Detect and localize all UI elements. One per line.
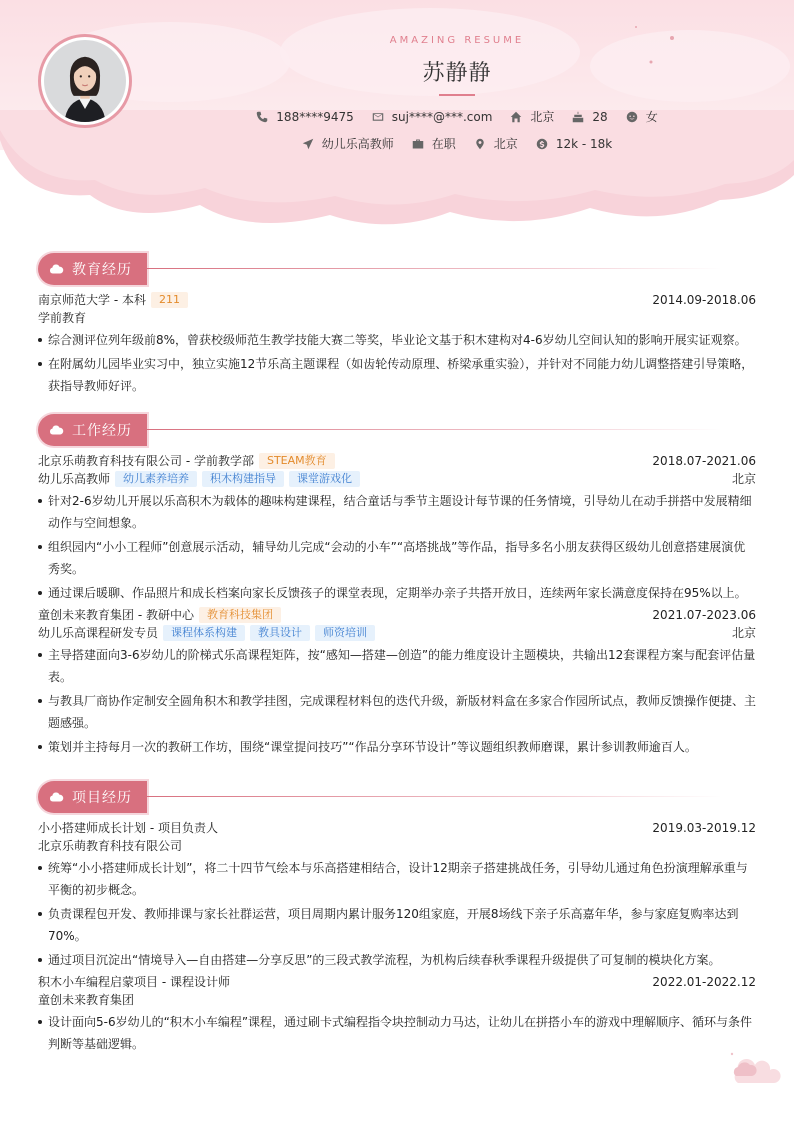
work-section xyxy=(38,414,756,760)
list-item: 通过课后暖聊、作品照片和成长档案向家长反馈孩子的课堂表现，定期举办亲子共搭开放日，连续两年家长满意度保持在95%以上。 xyxy=(38,582,756,604)
salary-text: 12k - 18k xyxy=(555,136,613,151)
list-item: 针对2-6岁幼儿开展以乐高积木为载体的趣味构建课程，结合童话与季节主题设计每节课的任务情境，引导幼儿在动手拼搭中发展精细动作与空间想象。 xyxy=(38,490,756,534)
home-icon xyxy=(510,111,522,123)
project-entry xyxy=(38,973,756,1055)
project-name: 积木小车编程启蒙项目 - 课程设计师 xyxy=(38,975,230,989)
school-name: 南京师范大学 - 本科 xyxy=(38,293,146,307)
salary-icon xyxy=(536,138,548,150)
section-header xyxy=(38,253,756,285)
age-text: 28 xyxy=(592,109,608,124)
section-header xyxy=(38,781,756,813)
project-entry xyxy=(38,819,756,971)
cloud-icon xyxy=(49,424,64,436)
project-org: 童创未来教育集团 xyxy=(38,993,135,1007)
cloud-icon xyxy=(49,263,64,275)
phone-text: 188****9475 xyxy=(276,109,354,124)
candidate-name: 苏静静 xyxy=(422,61,492,86)
skill-tag: 幼儿素养培养 xyxy=(115,471,197,487)
list-item: 策划并主持每月一次的教研工作坊，围绕“课堂提问技巧”“作品分享环节设计”等议题组织教师磨课，累计参训教师逾百人。 xyxy=(38,736,756,758)
company-name: 北京乐萌教育科技有限公司 - 学前教学部 xyxy=(38,454,254,468)
mail-icon xyxy=(372,111,384,123)
target-city-text: 北京 xyxy=(493,137,518,151)
major: 学前教育 xyxy=(38,311,87,325)
residence-text: 北京 xyxy=(530,110,555,124)
section-title: 项目经历 xyxy=(72,790,132,806)
job-status-text: 在职 xyxy=(431,137,456,151)
contact-row xyxy=(0,108,794,125)
project-bullets xyxy=(38,1011,756,1055)
list-item: 与教具厂商协作定制安全圆角积木和教学挂图，完成课程材料包的迭代升级，新版材料盒在多家合作园所试点，教师反馈操作便捷、主题感强。 xyxy=(38,690,756,734)
gender-text: 女 xyxy=(645,110,658,124)
company-name: 童创未来教育集团 - 教研中心 xyxy=(38,608,194,622)
phone-item xyxy=(256,110,353,124)
education-bullets xyxy=(38,329,756,397)
skill-tag: 教具设计 xyxy=(250,625,310,641)
location-icon xyxy=(474,138,486,150)
project-name: 小小搭建师成长计划 - 项目负责人 xyxy=(38,821,218,835)
work-date: 2018.07-2021.06 xyxy=(652,454,756,468)
briefcase-icon xyxy=(412,138,424,150)
decorative-cloud-icon xyxy=(728,1050,786,1090)
resume-header xyxy=(0,0,794,240)
gender-icon xyxy=(626,111,638,123)
company-tag: STEAM教育 xyxy=(259,453,335,469)
projects-section xyxy=(38,781,756,1057)
resume-subtitle: AMAZING RESUME xyxy=(389,35,525,46)
project-date: 2022.01-2022.12 xyxy=(652,975,756,989)
section-title: 教育经历 xyxy=(72,262,132,278)
target-position-text: 幼儿乐高教师 xyxy=(321,137,394,151)
work-bullets xyxy=(38,644,756,758)
skill-tag: 积木构建指导 xyxy=(202,471,284,487)
section-title-tab xyxy=(38,414,147,446)
project-date: 2019.03-2019.12 xyxy=(652,821,756,835)
list-item: 组织园内“小小工程师”创意展示活动，辅导幼儿完成“会动的小车”“高塔挑战”等作品，指导多名小朋友获得区级幼儿创意搭建展演优秀奖。 xyxy=(38,536,756,580)
job-intent-row xyxy=(0,135,794,152)
project-org: 北京乐萌教育科技有限公司 xyxy=(38,839,183,853)
cake-icon xyxy=(572,111,584,123)
salary-item xyxy=(536,137,612,151)
list-item: 综合测评位列年级前8%，曾获校级师范生教学技能大赛二等奖，毕业论文基于积木建构对4-6岁幼儿空间认知的影响开展实证观察。 xyxy=(38,329,756,351)
job-role: 幼儿乐高教师 xyxy=(38,472,111,486)
list-item: 在附属幼儿园毕业实习中，独立实施12节乐高主题课程（如齿轮传动原理、桥梁承重实验），并针对不同能力幼儿调整搭建引导策略，获指导教师好评。 xyxy=(38,353,756,397)
section-title-tab xyxy=(38,253,147,285)
gender-item xyxy=(626,108,658,125)
work-date: 2021.07-2023.06 xyxy=(652,608,756,622)
section-title: 工作经历 xyxy=(72,423,132,439)
work-bullets xyxy=(38,490,756,604)
section-header xyxy=(38,414,756,446)
residence-item xyxy=(510,108,554,125)
target-city-item xyxy=(474,135,518,152)
project-bullets xyxy=(38,857,756,971)
work-city: 北京 xyxy=(731,626,756,640)
section-divider xyxy=(147,796,722,797)
job-status-item xyxy=(412,135,456,152)
section-title-tab xyxy=(38,781,147,813)
education-entry xyxy=(38,291,756,397)
cloud-icon xyxy=(49,791,64,803)
name-underline xyxy=(439,94,475,96)
work-entry xyxy=(38,452,756,604)
list-item: 统筹“小小搭建师成长计划”，将二十四节气绘本与乐高搭建相结合，设计12期亲子搭建挑战任务，引导幼儿通过角色扮演理解承重与平衡的初步概念。 xyxy=(38,857,756,901)
phone-icon xyxy=(256,111,268,123)
section-divider xyxy=(147,268,722,269)
education-section xyxy=(38,253,756,399)
company-tag: 教育科技集团 xyxy=(199,607,281,623)
list-item: 设计面向5-6岁幼儿的“积木小车编程”课程，通过刷卡式编程指令块控制动力马达，让幼儿在拼搭小车的游戏中理解顺序、循环与条件判断等基础逻辑。 xyxy=(38,1011,756,1055)
education-date: 2014.09-2018.06 xyxy=(652,293,756,307)
email-text: suj****@***.com xyxy=(391,109,493,124)
skill-tag: 课堂游戏化 xyxy=(289,471,360,487)
skill-tag: 课程体系构建 xyxy=(163,625,245,641)
send-icon xyxy=(302,138,314,150)
age-item xyxy=(572,110,607,124)
work-city: 北京 xyxy=(731,472,756,486)
list-item: 负责课程包开发、教师排课与家长社群运营，项目周期内累计服务120组家庭，开展8场线下亲子乐高嘉年华，参与家庭复购率达到70%。 xyxy=(38,903,756,947)
list-item: 主导搭建面向3-6岁幼儿的阶梯式乐高课程矩阵，按“感知—搭建—创造”的能力维度设计主题模块，共输出12套课程方案与配套评估量表。 xyxy=(38,644,756,688)
target-position-item xyxy=(302,135,394,152)
skill-tag: 师资培训 xyxy=(315,625,375,641)
section-divider xyxy=(147,429,722,430)
list-item: 通过项目沉淀出“情境导入—自由搭建—分享反思”的三段式教学流程，为机构后续春秋季课程升级提供了可复制的模块化方案。 xyxy=(38,949,756,971)
email-item xyxy=(372,110,493,124)
work-entry xyxy=(38,606,756,758)
job-role: 幼儿乐高课程研发专员 xyxy=(38,626,159,640)
school-tag: 211 xyxy=(151,292,188,308)
